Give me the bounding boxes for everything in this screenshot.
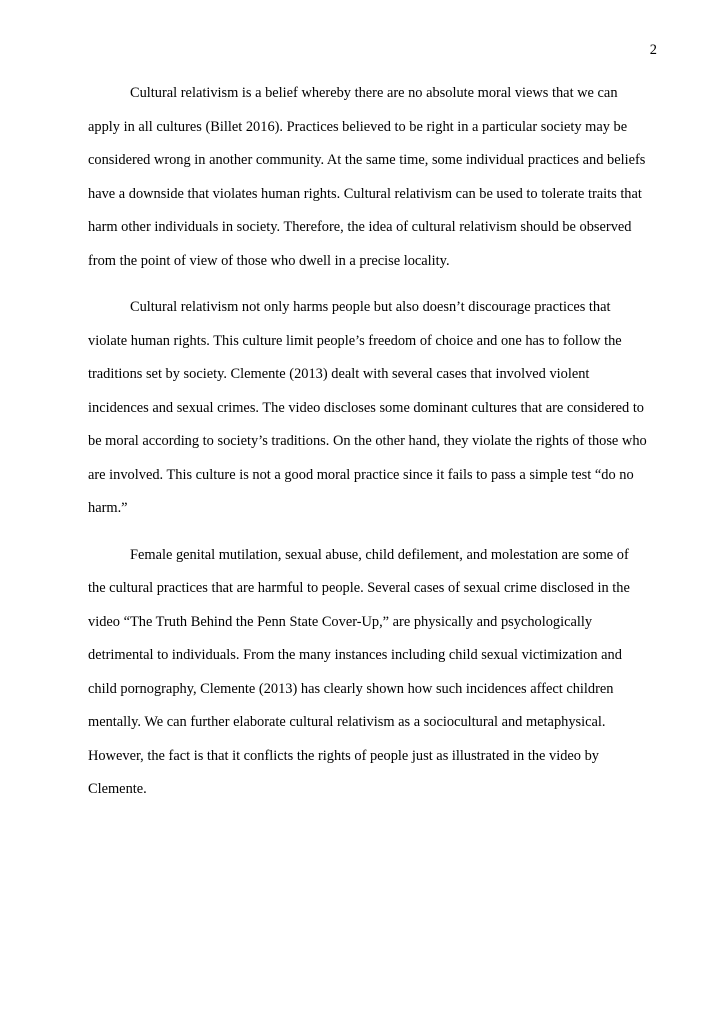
text-line: However, the fact is that it conflicts the rights of people just as illustrated in the video by bbox=[88, 747, 599, 764]
text-line: from the point of view of those who dwell in a precise locality. bbox=[88, 252, 450, 269]
text-line: child pornography, Clemente (2013) has clearly shown how such incidences affect children bbox=[88, 680, 614, 697]
text-line: Cultural relativism not only harms people but also doesn’t discourage practices that bbox=[130, 299, 611, 315]
text-line: the cultural practices that are harmful to people. Several cases of sexual crime disclosed in the bbox=[88, 580, 630, 596]
paragraph bbox=[88, 77, 672, 278]
text-line: have a downside that violates human rights. Cultural relativism can be used to tolerate traits that bbox=[88, 185, 642, 202]
paragraph bbox=[88, 539, 672, 807]
text-line: traditions set by society. Clemente (2013) dealt with several cases that involved violent bbox=[88, 366, 590, 382]
text-line: harm.” bbox=[88, 500, 128, 516]
page-number: 2 bbox=[649, 42, 657, 58]
text-line: Clemente. bbox=[88, 781, 147, 797]
text-line: are involved. This culture is not a good moral practice since it fails to pass a simple test “do no bbox=[88, 466, 634, 483]
text-line: incidences and sexual crimes. The video discloses some dominant cultures that are considered to bbox=[88, 399, 645, 416]
text-line: violate human rights. This culture limit people’s freedom of choice and one has to follow the bbox=[88, 332, 622, 349]
paragraph bbox=[88, 291, 672, 526]
text-line: detrimental to individuals. From the many instances including child sexual victimization and bbox=[88, 647, 622, 663]
text-line: Female genital mutilation, sexual abuse, child defilement, and molestation are some of bbox=[130, 546, 629, 563]
text-line: Cultural relativism is a belief whereby there are no absolute moral views that we can bbox=[130, 85, 618, 101]
text-line: apply in all cultures (Billet 2016). Practices believed to be right in a particular society may be bbox=[88, 118, 628, 135]
text-line: video “The Truth Behind the Penn State Cover-Up,” are physically and psychologically bbox=[88, 613, 593, 630]
text-line: be moral according to society’s traditions. On the other hand, they violate the rights of those who bbox=[88, 433, 647, 449]
text-line: considered wrong in another community. At the same time, some individual practices and beliefs bbox=[88, 152, 646, 168]
text-line: mentally. We can further elaborate cultural relativism as a sociocultural and metaphysical. bbox=[88, 714, 606, 730]
text-line: harm other individuals in society. Therefore, the idea of cultural relativism should be observed bbox=[88, 219, 632, 235]
document-body bbox=[88, 77, 672, 820]
